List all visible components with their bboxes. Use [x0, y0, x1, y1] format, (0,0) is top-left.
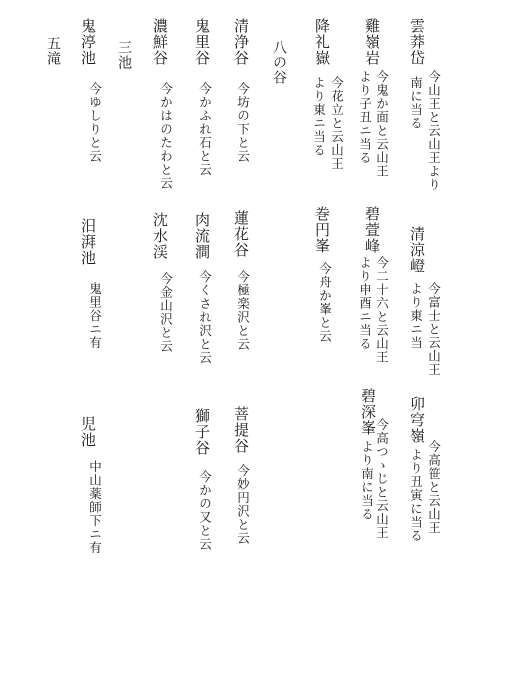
entry-name: 巻円峯: [313, 206, 331, 254]
entry-name: 碧深峯: [359, 388, 377, 436]
entry-desc: 今極楽沢と云: [235, 270, 251, 351]
entry-desc: より東ニ当: [408, 282, 424, 350]
entry-desc: 鬼里谷ニ有: [87, 282, 103, 350]
entry-name: 雲莽岱: [408, 18, 426, 66]
entry-name: 汨湃池: [79, 218, 97, 266]
entry-desc: 今くされ沢と云: [197, 270, 213, 365]
entry-name: 濃鮮谷: [151, 18, 169, 66]
entry-desc: 今かの又と云: [197, 470, 213, 551]
entry-desc: より東ニ当る: [311, 76, 327, 157]
entry-name: 蓮花谷: [232, 210, 250, 258]
entry-desc: より申酉ニ当る: [357, 256, 373, 351]
entry-desc: 今二十六と云山王: [374, 256, 390, 364]
entry-desc: 今妙円沢と云: [235, 464, 251, 545]
entry-desc: 今鬼か面と云山王: [374, 70, 390, 178]
entry-desc: 今金山沢と云: [158, 272, 174, 353]
entry-desc: 今富士と云山王: [426, 282, 442, 377]
entry-desc: 今舟か峯と云: [317, 262, 333, 343]
entry-name: 降礼嶽: [313, 18, 331, 66]
entry-desc: 中山薬師下ニ有: [87, 460, 103, 555]
entry-desc: より丑寅に当る: [408, 448, 424, 543]
entry-desc: 今ゆしりと云: [87, 82, 103, 163]
entry-name: 卯穹嶺: [408, 396, 426, 444]
entry-name: 今高つゝじと云山王: [374, 418, 390, 540]
section-heading: 三池: [116, 40, 132, 70]
entry-name: 鬼里谷: [193, 18, 211, 66]
section-heading: 五滝: [45, 36, 61, 66]
entry-desc: 南に当る: [408, 76, 424, 130]
entry-name: 獅子谷: [193, 408, 211, 456]
entry-name: 沈水渓: [151, 212, 169, 260]
entry-name: 雞嶺岩: [363, 18, 381, 66]
entry-desc: 今山王と云山王より: [426, 70, 442, 192]
section-heading: 八の谷: [271, 40, 287, 85]
entry-name: 菩提谷: [232, 406, 250, 454]
entry-name: 碧萱峰: [363, 206, 381, 254]
entry-name: 今高笹と云山王: [426, 440, 442, 535]
entry-desc: 今花立と云山王: [329, 76, 345, 171]
entry-name: 清涼嶝: [408, 226, 426, 274]
entry-desc: 今かはのたわと云: [158, 82, 174, 190]
entry-desc: 今坊の下と云: [235, 82, 251, 163]
entry-name: 児池: [79, 416, 97, 448]
entry-name: 肉流澗: [193, 212, 211, 260]
entry-desc: 今かふれ石と云: [197, 82, 213, 177]
entry-desc: より子丑ニ当る: [357, 70, 373, 165]
entry-name: 鬼渟池: [79, 18, 97, 66]
entry-desc: より南に当る: [359, 440, 375, 521]
entry-name: 清浄谷: [232, 18, 250, 66]
